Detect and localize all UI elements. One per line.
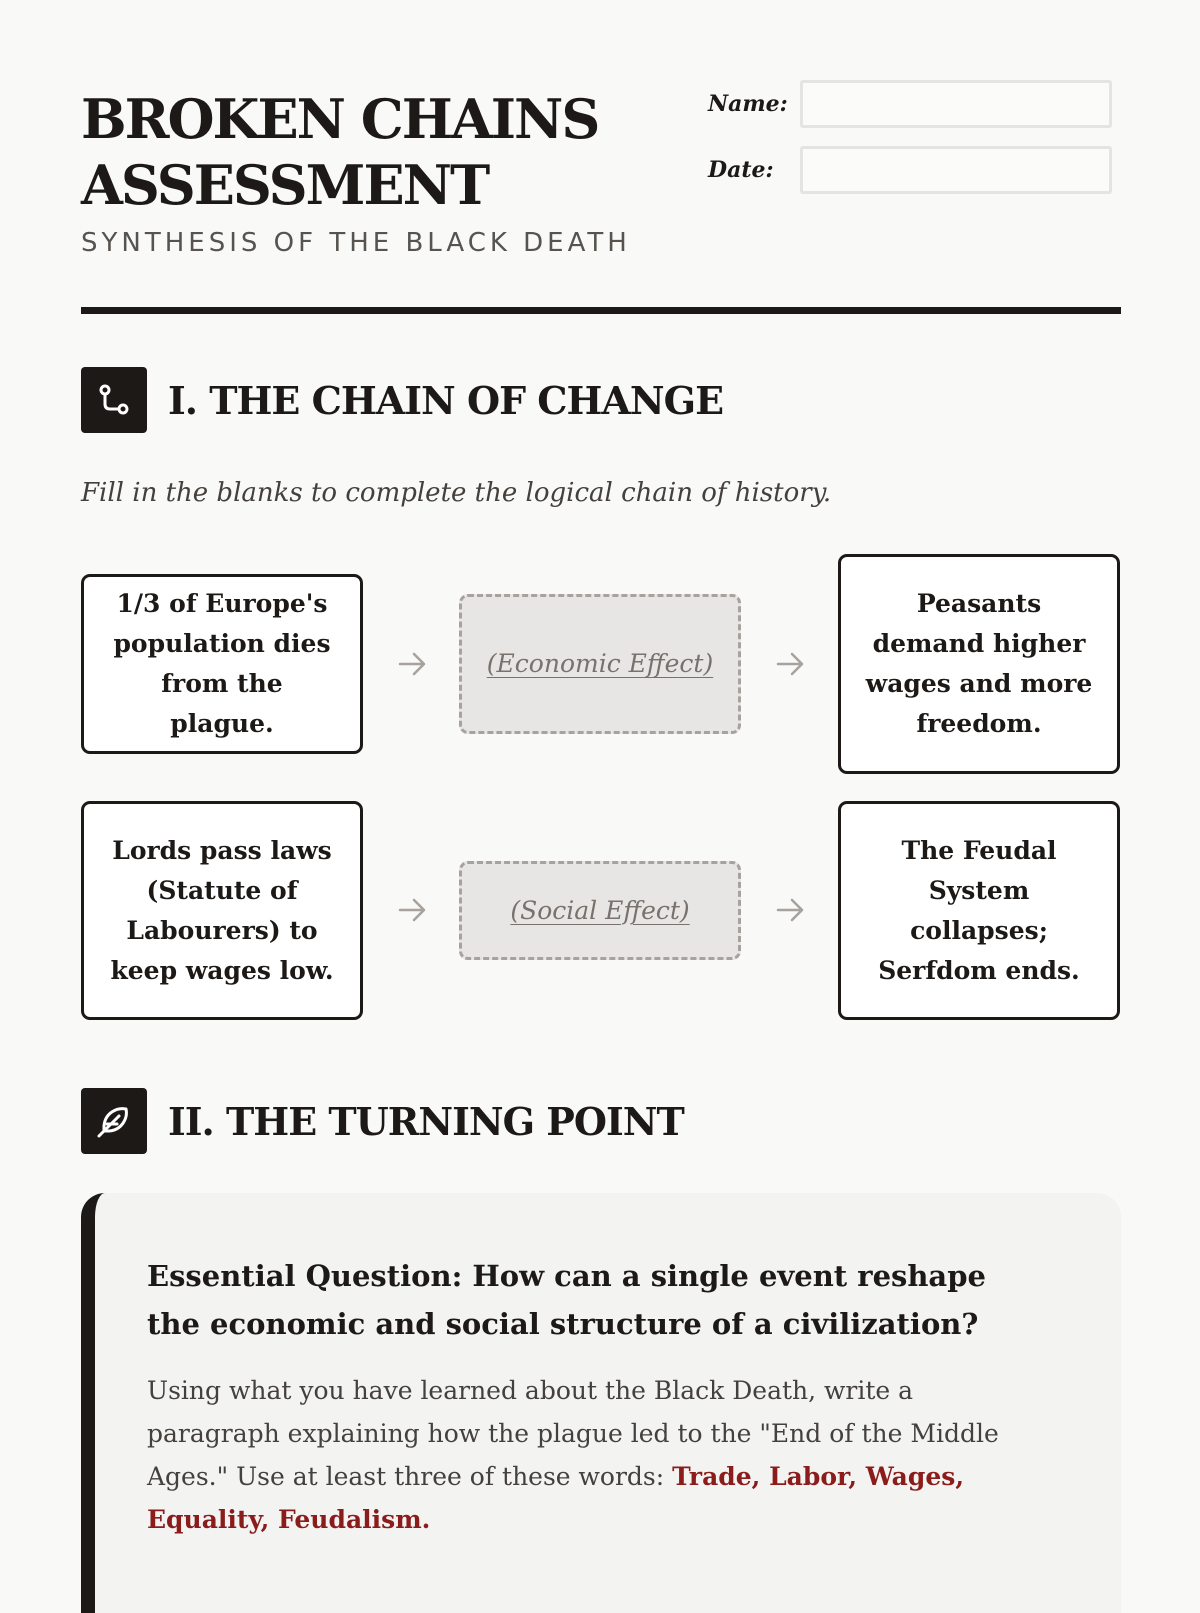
essential-question-card [81,1193,1121,1613]
worksheet-header [81,86,1121,316]
writing-prompt [147,1369,1047,1541]
chain-cause-box: Lords pass laws (Statute of Labourers) to keep wages low. [81,801,363,1020]
arrow-right-icon [770,890,810,930]
page-subtitle: SYNTHESIS OF THE BLACK DEATH [81,228,631,258]
section-1-header [81,367,723,433]
section-1-instructions: Fill in the blanks to complete the logical chain of history. [81,478,832,508]
writing-prompt-text: Using what you have learned about the Black Death, write a paragraph explaining how the plague led to the "End of the Middle Ages." Use at least three of these words: [147,1376,999,1491]
economic-effect-blank[interactable]: (Economic Effect) [459,594,741,734]
arrow-right-icon [392,644,432,684]
vocabulary-keywords: Trade, Labor, Wages, Equality, Feudalism. [147,1462,965,1534]
section-2-header [81,1088,684,1154]
section-1-title: I. THE CHAIN OF CHANGE [168,377,724,423]
name-label: Name: [708,91,788,117]
social-effect-blank[interactable]: (Social Effect) [459,861,741,960]
date-field-row [708,146,1112,194]
chain-result-box: The Feudal System collapses; Serfdom ends. [838,801,1120,1020]
section-2-title: II. THE TURNING POINT [168,1098,684,1144]
date-label: Date: [708,157,774,183]
name-input[interactable] [800,80,1112,128]
chain-result-box: Peasants demand higher wages and more freedom. [838,554,1120,774]
essential-question: Essential Question: How can a single event reshape the economic and social structure of a civilization? [147,1259,986,1341]
date-input[interactable] [800,146,1112,194]
route-icon [81,367,147,433]
chain-cause-box: 1/3 of Europe's population dies from the plague. [81,574,363,754]
page-title-line-2: ASSESSMENT [81,153,489,217]
name-field-row [708,80,1112,128]
arrow-right-icon [770,644,810,684]
page-title-line-1: BROKEN CHAINS [81,87,599,151]
feather-icon [81,1088,147,1154]
header-divider [81,307,1121,314]
arrow-right-icon [392,890,432,930]
